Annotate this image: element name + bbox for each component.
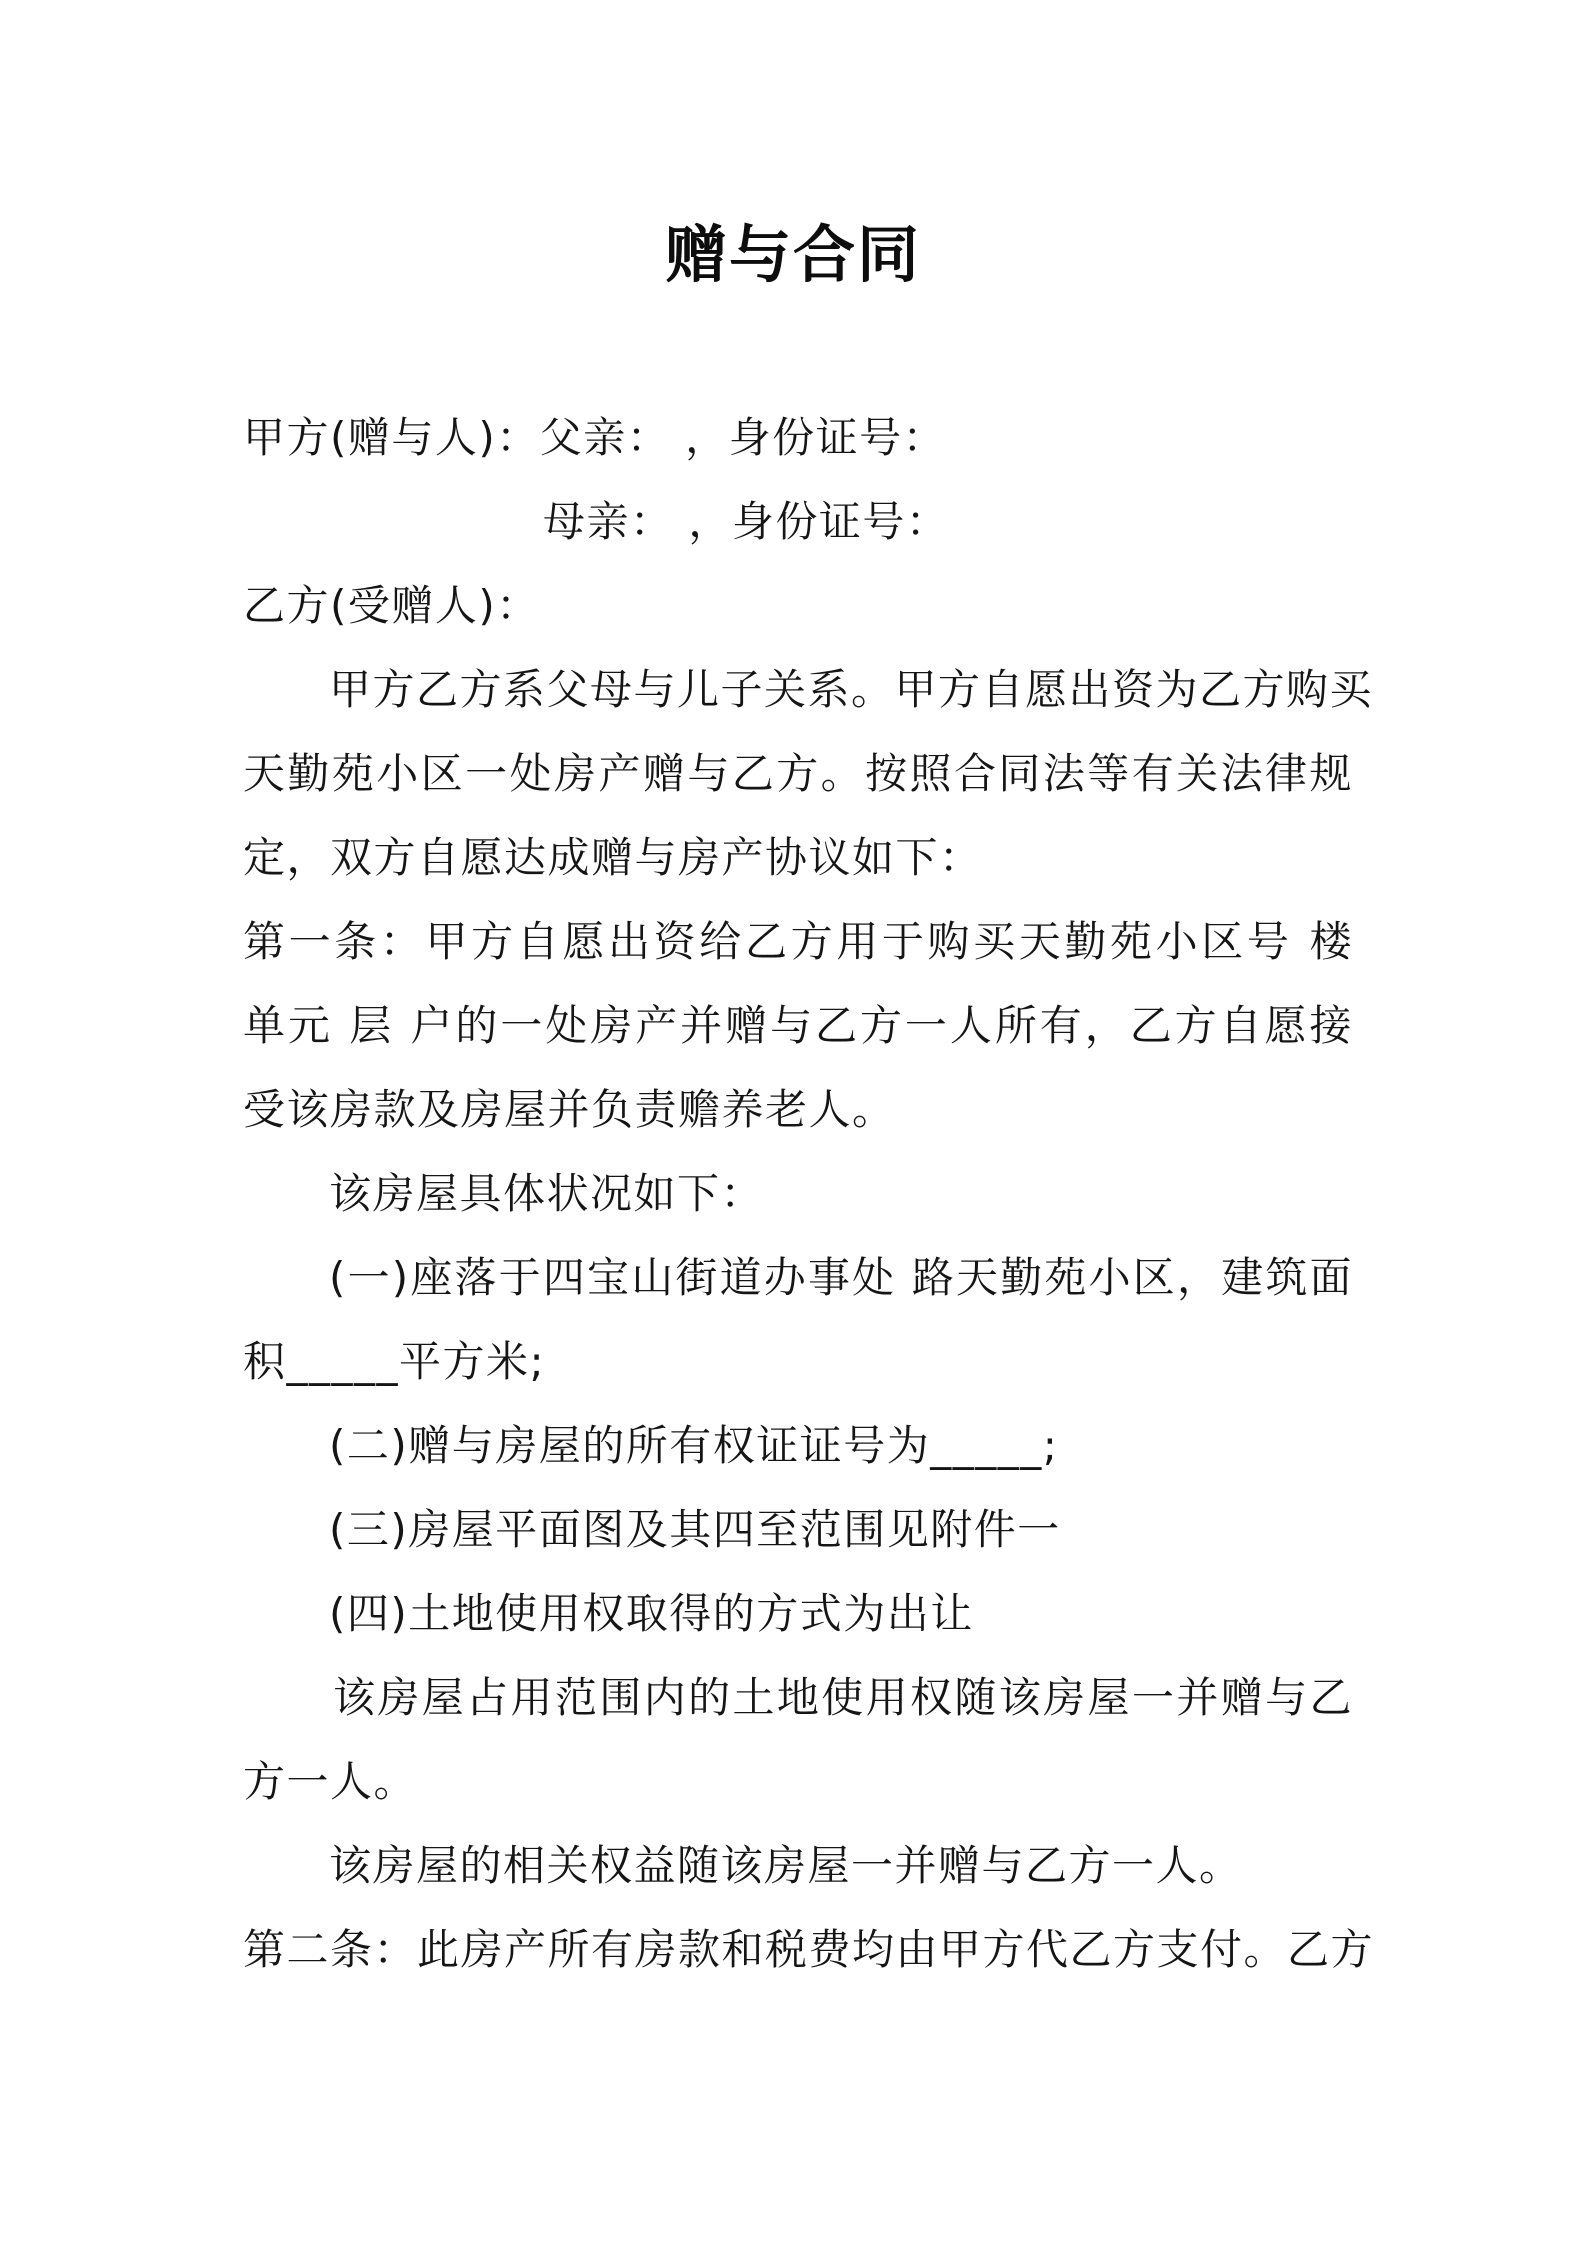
property-item-3: (三)房屋平面图及其四至范围见附件一 [329, 1505, 1061, 1554]
article-2-line-1: 第二条：此房产所有房款和税费均由甲方代乙方支付。乙方 [243, 1925, 1375, 1974]
intro-paragraph-line-2: 天勤苑小区一处房产赠与乙方。按照合同法等有关法律规 [243, 749, 1353, 798]
intro-paragraph-line-3: 定，双方自愿达成赠与房产协议如下： [243, 833, 983, 882]
article-1-line-3: 受该房款及房屋并负责赡养老人。 [243, 1085, 896, 1134]
property-item-1-line-2: 积_____平方米; [243, 1337, 546, 1386]
article-1-line-1: 第一条：甲方自愿出资给乙方用于购买天勤苑小区号 楼 [243, 917, 1353, 966]
party-a-father-line: 甲方(赠与人)：父亲： ，身份证号： [243, 413, 947, 462]
land-use-line-1: 该房屋占用范围内的土地使用权随该房屋一并赠与乙 [333, 1673, 1353, 1722]
related-rights-line: 该房屋的相关权益随该房屋一并赠与乙方一人。 [329, 1841, 1243, 1890]
property-item-4: (四)土地使用权取得的方式为出让 [329, 1589, 974, 1638]
property-item-2: (二)赠与房屋的所有权证证号为_____; [329, 1421, 1059, 1470]
property-item-1-line-1: (一)座落于四宝山街道办事处 路天勤苑小区，建筑面 [329, 1253, 1353, 1302]
party-b-line: 乙方(受赠人)： [243, 581, 540, 630]
party-a-mother-line: 母亲： ，身份证号： [543, 497, 950, 546]
property-status-heading: 该房屋具体状况如下： [329, 1169, 765, 1218]
land-use-line-2: 方一人。 [243, 1757, 418, 1806]
article-1-line-2: 单元 层 户的一处房产并赠与乙方一人所有，乙方自愿接 [243, 1001, 1353, 1050]
document-title: 赠与合同 [664, 218, 921, 291]
intro-paragraph-line-1: 甲方乙方系父母与儿子关系。甲方自愿出资为乙方购买 [329, 665, 1374, 714]
